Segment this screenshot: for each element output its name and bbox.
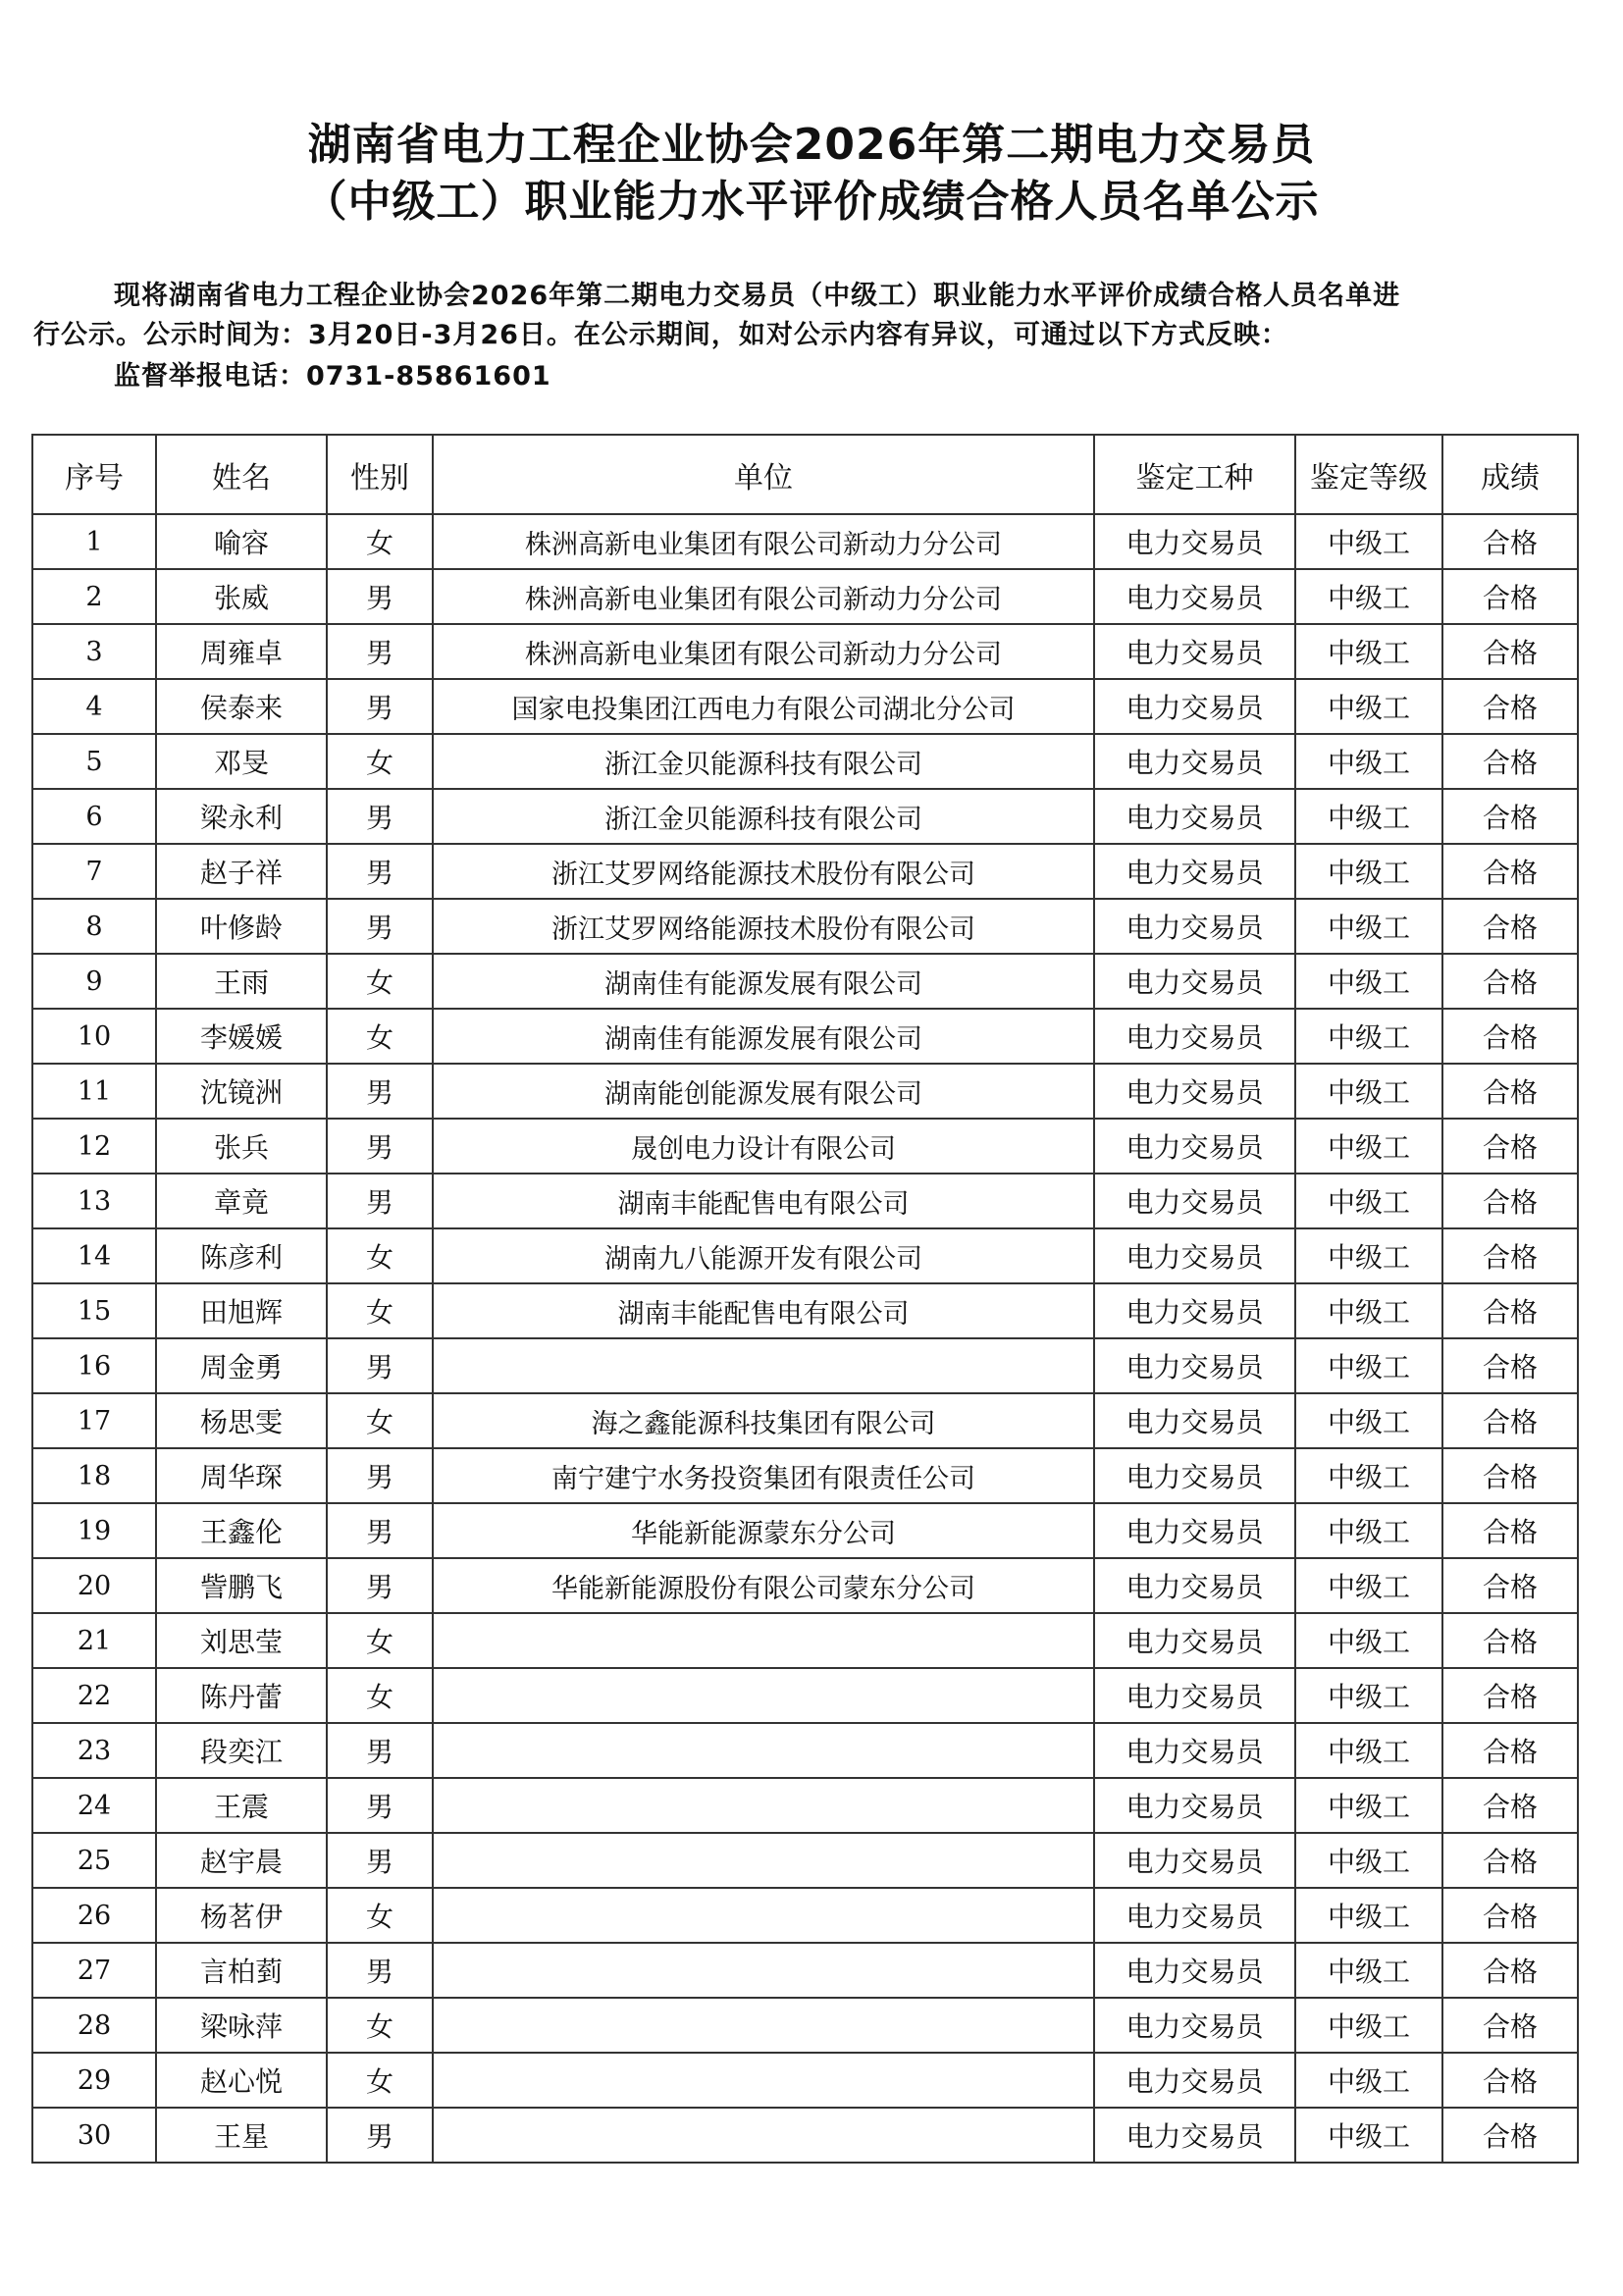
cell-trade: 电力交易员 [1094,844,1295,899]
cell-name: 赵宇晨 [156,1833,327,1888]
cell-result: 合格 [1442,1613,1578,1668]
cell-name: 言柏菿 [156,1943,327,1998]
cell-level: 中级工 [1295,1009,1442,1064]
cell-level: 中级工 [1295,1833,1442,1888]
cell-gender: 女 [327,1668,433,1723]
cell-unit: 湖南佳有能源发展有限公司 [433,1009,1094,1064]
cell-name: 梁永利 [156,789,327,844]
cell-index: 16 [32,1338,156,1393]
table-row [32,1119,1578,1174]
cell-trade: 电力交易员 [1094,514,1295,569]
cell-level: 中级工 [1295,1228,1442,1283]
cell-name: 邓旻 [156,734,327,789]
cell-result: 合格 [1442,1393,1578,1448]
cell-result: 合格 [1442,899,1578,954]
cell-name: 喻容 [156,514,327,569]
cell-result: 合格 [1442,789,1578,844]
cell-gender: 女 [327,1998,433,2053]
cell-unit [433,1338,1094,1393]
cell-gender: 女 [327,1283,433,1338]
cell-level: 中级工 [1295,844,1442,899]
cell-result: 合格 [1442,1503,1578,1558]
cell-index: 21 [32,1613,156,1668]
cell-result: 合格 [1442,954,1578,1009]
table-row [32,1778,1578,1833]
cell-name: 王震 [156,1778,327,1833]
cell-index: 8 [32,899,156,954]
cell-level: 中级工 [1295,1338,1442,1393]
cell-level: 中级工 [1295,1613,1442,1668]
cell-level: 中级工 [1295,1503,1442,1558]
cell-trade: 电力交易员 [1094,899,1295,954]
cell-trade: 电力交易员 [1094,1119,1295,1174]
cell-name: 周金勇 [156,1338,327,1393]
cell-gender: 女 [327,2053,433,2108]
cell-gender: 男 [327,1338,433,1393]
cell-result: 合格 [1442,1888,1578,1943]
cell-level: 中级工 [1295,514,1442,569]
cell-name: 梁咏萍 [156,1998,327,2053]
table-row [32,1613,1578,1668]
table-row [32,2053,1578,2108]
cell-gender: 男 [327,1833,433,1888]
cell-index: 29 [32,2053,156,2108]
cell-result: 合格 [1442,1998,1578,2053]
cell-level: 中级工 [1295,2053,1442,2108]
cell-result: 合格 [1442,1228,1578,1283]
intro-line-1: 现将湖南省电力工程企业协会2026年第二期电力交易员（中级工）职业能力水平评价成绩合格人员名单进 [114,281,1401,311]
cell-index: 30 [32,2108,156,2163]
cell-gender: 男 [327,1503,433,1558]
cell-name: 田旭辉 [156,1283,327,1338]
cell-level: 中级工 [1295,1119,1442,1174]
cell-trade: 电力交易员 [1094,1009,1295,1064]
cell-gender: 男 [327,844,433,899]
table-row [32,1723,1578,1778]
table-row [32,2108,1578,2163]
cell-result: 合格 [1442,2108,1578,2163]
intro-line-2: 行公示。公示时间为：3月20日-3月26日。在公示期间，如对公示内容有异议，可通过以下方式反映： [33,320,1288,350]
cell-unit: 湖南丰能配售电有限公司 [433,1174,1094,1228]
cell-name: 陈彦利 [156,1228,327,1283]
cell-result: 合格 [1442,1668,1578,1723]
cell-unit [433,1778,1094,1833]
header-level: 鉴定等级 [1295,435,1442,514]
cell-level: 中级工 [1295,954,1442,1009]
cell-result: 合格 [1442,569,1578,624]
cell-unit: 华能新能源股份有限公司蒙东分公司 [433,1558,1094,1613]
cell-name: 王鑫伦 [156,1503,327,1558]
cell-level: 中级工 [1295,1778,1442,1833]
cell-gender: 男 [327,789,433,844]
cell-index: 7 [32,844,156,899]
cell-name: 张威 [156,569,327,624]
cell-trade: 电力交易员 [1094,569,1295,624]
cell-trade: 电力交易员 [1094,1393,1295,1448]
cell-gender: 男 [327,1119,433,1174]
cell-unit: 浙江艾罗网络能源技术股份有限公司 [433,844,1094,899]
header-trade: 鉴定工种 [1094,435,1295,514]
header-result: 成绩 [1442,435,1578,514]
cell-gender: 男 [327,1778,433,1833]
cell-unit: 华能新能源蒙东分公司 [433,1503,1094,1558]
cell-result: 合格 [1442,734,1578,789]
cell-index: 23 [32,1723,156,1778]
cell-gender: 男 [327,1558,433,1613]
cell-level: 中级工 [1295,1448,1442,1503]
cell-gender: 男 [327,1723,433,1778]
cell-result: 合格 [1442,844,1578,899]
cell-result: 合格 [1442,1448,1578,1503]
cell-unit: 海之鑫能源科技集团有限公司 [433,1393,1094,1448]
table-row [32,1558,1578,1613]
cell-name: 侯泰来 [156,679,327,734]
cell-name: 陈丹蕾 [156,1668,327,1723]
cell-gender: 女 [327,734,433,789]
cell-result: 合格 [1442,1943,1578,1998]
cell-name: 赵心悦 [156,2053,327,2108]
header-unit: 单位 [433,435,1094,514]
cell-unit [433,1998,1094,2053]
cell-gender: 女 [327,954,433,1009]
document-title-line-2: （中级工）职业能力水平评价成绩合格人员名单公示 [303,177,1320,227]
cell-index: 10 [32,1009,156,1064]
table-row [32,514,1578,569]
cell-index: 3 [32,624,156,679]
cell-index: 25 [32,1833,156,1888]
cell-result: 合格 [1442,679,1578,734]
cell-unit: 湖南丰能配售电有限公司 [433,1283,1094,1338]
cell-index: 27 [32,1943,156,1998]
hotline-line: 监督举报电话：0731-85861601 [114,361,551,391]
cell-index: 13 [32,1174,156,1228]
cell-trade: 电力交易员 [1094,1833,1295,1888]
cell-index: 26 [32,1888,156,1943]
cell-gender: 女 [327,1393,433,1448]
cell-trade: 电力交易员 [1094,1558,1295,1613]
cell-unit [433,1613,1094,1668]
cell-gender: 女 [327,1888,433,1943]
cell-result: 合格 [1442,514,1578,569]
cell-name: 王雨 [156,954,327,1009]
table-row [32,1888,1578,1943]
cell-index: 19 [32,1503,156,1558]
cell-gender: 男 [327,679,433,734]
cell-index: 6 [32,789,156,844]
cell-trade: 电力交易员 [1094,1613,1295,1668]
cell-trade: 电力交易员 [1094,1943,1295,1998]
cell-level: 中级工 [1295,1998,1442,2053]
cell-index: 20 [32,1558,156,1613]
header-gender: 性别 [327,435,433,514]
cell-name: 周雍卓 [156,624,327,679]
cell-name: 李媛媛 [156,1009,327,1064]
cell-level: 中级工 [1295,1393,1442,1448]
cell-unit: 浙江艾罗网络能源技术股份有限公司 [433,899,1094,954]
cell-name: 段奕江 [156,1723,327,1778]
cell-index: 17 [32,1393,156,1448]
cell-level: 中级工 [1295,624,1442,679]
table-row [32,1283,1578,1338]
header-name: 姓名 [156,435,327,514]
cell-index: 28 [32,1998,156,2053]
cell-gender: 男 [327,899,433,954]
cell-name: 张兵 [156,1119,327,1174]
table-row [32,624,1578,679]
cell-index: 24 [32,1778,156,1833]
cell-index: 11 [32,1064,156,1119]
cell-trade: 电力交易员 [1094,624,1295,679]
qualified-personnel-table [31,434,1579,2164]
cell-result: 合格 [1442,1833,1578,1888]
table-row [32,1174,1578,1228]
cell-level: 中级工 [1295,1283,1442,1338]
cell-gender: 男 [327,1174,433,1228]
cell-gender: 男 [327,1943,433,1998]
header-index: 序号 [32,435,156,514]
cell-index: 1 [32,514,156,569]
cell-unit [433,1668,1094,1723]
cell-name: 章竟 [156,1174,327,1228]
cell-trade: 电力交易员 [1094,1174,1295,1228]
cell-unit: 国家电投集团江西电力有限公司湖北分公司 [433,679,1094,734]
cell-unit: 株洲高新电业集团有限公司新动力分公司 [433,624,1094,679]
cell-level: 中级工 [1295,2108,1442,2163]
cell-unit: 湖南佳有能源发展有限公司 [433,954,1094,1009]
cell-trade: 电力交易员 [1094,789,1295,844]
cell-index: 9 [32,954,156,1009]
table-row [32,1009,1578,1064]
table-row [32,1503,1578,1558]
cell-level: 中级工 [1295,679,1442,734]
cell-unit: 晟创电力设计有限公司 [433,1119,1094,1174]
cell-name: 王星 [156,2108,327,2163]
cell-level: 中级工 [1295,1174,1442,1228]
cell-unit [433,2108,1094,2163]
table-header-row [32,435,1578,514]
cell-index: 15 [32,1283,156,1338]
cell-name: 叶修龄 [156,899,327,954]
cell-result: 合格 [1442,1119,1578,1174]
table-row [32,954,1578,1009]
cell-trade: 电力交易员 [1094,1228,1295,1283]
table-row [32,1998,1578,2053]
cell-level: 中级工 [1295,1064,1442,1119]
cell-trade: 电力交易员 [1094,1668,1295,1723]
cell-unit: 浙江金贝能源科技有限公司 [433,734,1094,789]
cell-gender: 男 [327,1064,433,1119]
cell-level: 中级工 [1295,1888,1442,1943]
cell-gender: 女 [327,1009,433,1064]
table-row [32,1393,1578,1448]
cell-name: 周华琛 [156,1448,327,1503]
table-row [32,1943,1578,1998]
table-row [32,1668,1578,1723]
cell-result: 合格 [1442,1338,1578,1393]
cell-result: 合格 [1442,1283,1578,1338]
cell-gender: 男 [327,569,433,624]
cell-level: 中级工 [1295,1668,1442,1723]
cell-unit [433,2053,1094,2108]
cell-trade: 电力交易员 [1094,2108,1295,2163]
document-title-line-1: 湖南省电力工程企业协会2026年第二期电力交易员 [307,120,1316,170]
table-row [32,1064,1578,1119]
table-row [32,844,1578,899]
cell-unit: 株洲高新电业集团有限公司新动力分公司 [433,514,1094,569]
cell-unit: 南宁建宁水务投资集团有限责任公司 [433,1448,1094,1503]
cell-level: 中级工 [1295,899,1442,954]
cell-level: 中级工 [1295,1723,1442,1778]
cell-trade: 电力交易员 [1094,1283,1295,1338]
cell-index: 22 [32,1668,156,1723]
cell-trade: 电力交易员 [1094,679,1295,734]
cell-result: 合格 [1442,1778,1578,1833]
cell-name: 訾鹏飞 [156,1558,327,1613]
table-body [32,514,1578,2163]
cell-level: 中级工 [1295,1558,1442,1613]
cell-index: 4 [32,679,156,734]
table-row [32,569,1578,624]
cell-trade: 电力交易员 [1094,734,1295,789]
cell-gender: 男 [327,2108,433,2163]
cell-trade: 电力交易员 [1094,1998,1295,2053]
cell-index: 14 [32,1228,156,1283]
cell-name: 赵子祥 [156,844,327,899]
cell-unit: 湖南能创能源发展有限公司 [433,1064,1094,1119]
cell-level: 中级工 [1295,789,1442,844]
cell-gender: 男 [327,624,433,679]
cell-level: 中级工 [1295,569,1442,624]
table-row [32,1338,1578,1393]
cell-trade: 电力交易员 [1094,1338,1295,1393]
table-row [32,1228,1578,1283]
cell-index: 18 [32,1448,156,1503]
cell-gender: 男 [327,1448,433,1503]
cell-result: 合格 [1442,1064,1578,1119]
cell-trade: 电力交易员 [1094,1064,1295,1119]
cell-level: 中级工 [1295,1943,1442,1998]
cell-result: 合格 [1442,624,1578,679]
cell-result: 合格 [1442,1723,1578,1778]
cell-index: 5 [32,734,156,789]
table-row [32,899,1578,954]
cell-name: 沈镜洲 [156,1064,327,1119]
cell-index: 2 [32,569,156,624]
cell-name: 杨思雯 [156,1393,327,1448]
cell-trade: 电力交易员 [1094,1723,1295,1778]
cell-unit [433,1723,1094,1778]
cell-result: 合格 [1442,1174,1578,1228]
cell-unit: 湖南九八能源开发有限公司 [433,1228,1094,1283]
cell-result: 合格 [1442,2053,1578,2108]
table-row [32,789,1578,844]
cell-gender: 女 [327,1613,433,1668]
cell-result: 合格 [1442,1558,1578,1613]
cell-trade: 电力交易员 [1094,1448,1295,1503]
cell-unit: 浙江金贝能源科技有限公司 [433,789,1094,844]
cell-unit: 株洲高新电业集团有限公司新动力分公司 [433,569,1094,624]
cell-gender: 女 [327,514,433,569]
table-row [32,1448,1578,1503]
cell-trade: 电力交易员 [1094,1503,1295,1558]
cell-name: 刘思莹 [156,1613,327,1668]
cell-unit [433,1833,1094,1888]
cell-trade: 电力交易员 [1094,954,1295,1009]
cell-gender: 女 [327,1228,433,1283]
cell-index: 12 [32,1119,156,1174]
cell-result: 合格 [1442,1009,1578,1064]
table-row [32,734,1578,789]
cell-trade: 电力交易员 [1094,1888,1295,1943]
table-row [32,679,1578,734]
table-row [32,1833,1578,1888]
cell-trade: 电力交易员 [1094,1778,1295,1833]
cell-unit [433,1888,1094,1943]
cell-trade: 电力交易员 [1094,2053,1295,2108]
cell-unit [433,1943,1094,1998]
cell-level: 中级工 [1295,734,1442,789]
cell-name: 杨茗伊 [156,1888,327,1943]
